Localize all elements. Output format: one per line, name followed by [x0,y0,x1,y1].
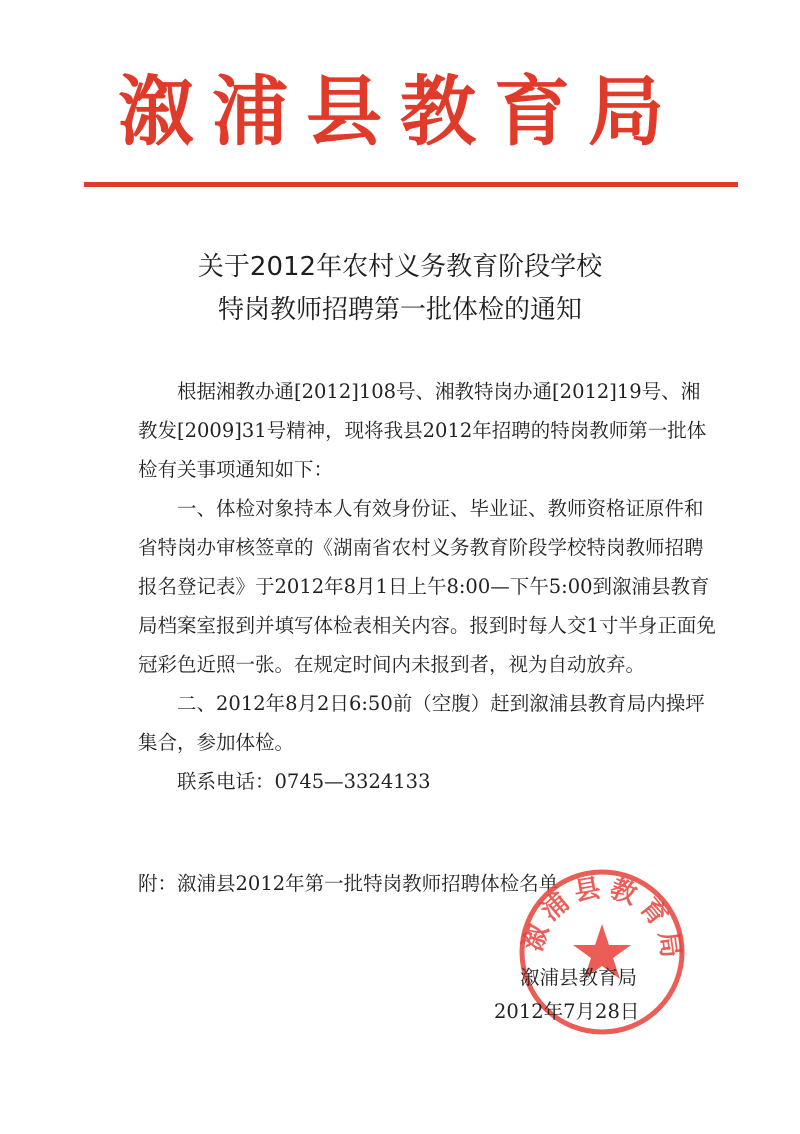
attachment-note: 附：溆浦县2012年第一批特岗教师招聘体检名单 [138,872,559,895]
item-two-paragraph: 二、2012年8月2日6:50前（空腹）赶到溆浦县教育局内操坪集合，参加体检。 [138,692,705,754]
item-one-paragraph: 一、体检对象持本人有效身份证、毕业证、教师资格证原件和省特岗办审核签章的《湖南省农村义务教育阶段学校特岗教师招聘报名登记表》于2012年8月1日上午8:00—下午5:00到溆浦县教育局档案室报到并填写体检表相关内容。报到时每人交1寸半身正面免冠彩色近照一张。在规定时间内未报到者，视为自动放弃。 [138,497,716,676]
notice-title-line-2: 特岗教师招聘第一批体检的通知 [217,295,582,325]
intro-paragraph: 根据湘教办通[2012]108号、湘教特岗办通[2012]19号、湘教发[2009]31号精神，现将我县2012年招聘的特岗教师第一批体检有关事项通知如下： [138,380,707,481]
letterhead-red-rule [84,182,738,187]
signature-organization: 溆浦县教育局 [520,966,638,989]
signature-date: 2012年7月28日 [494,1000,640,1023]
svg-text:溆浦县教育局: 溆浦县教育局 [518,872,687,966]
letterhead-org-name: 溆浦县教育局 [118,67,682,156]
contact-phone: 联系电话：0745—3324133 [138,770,431,793]
notice-title-line-1: 关于2012年农村义务教育阶段学校 [197,252,603,282]
notice-body [138,372,718,801]
